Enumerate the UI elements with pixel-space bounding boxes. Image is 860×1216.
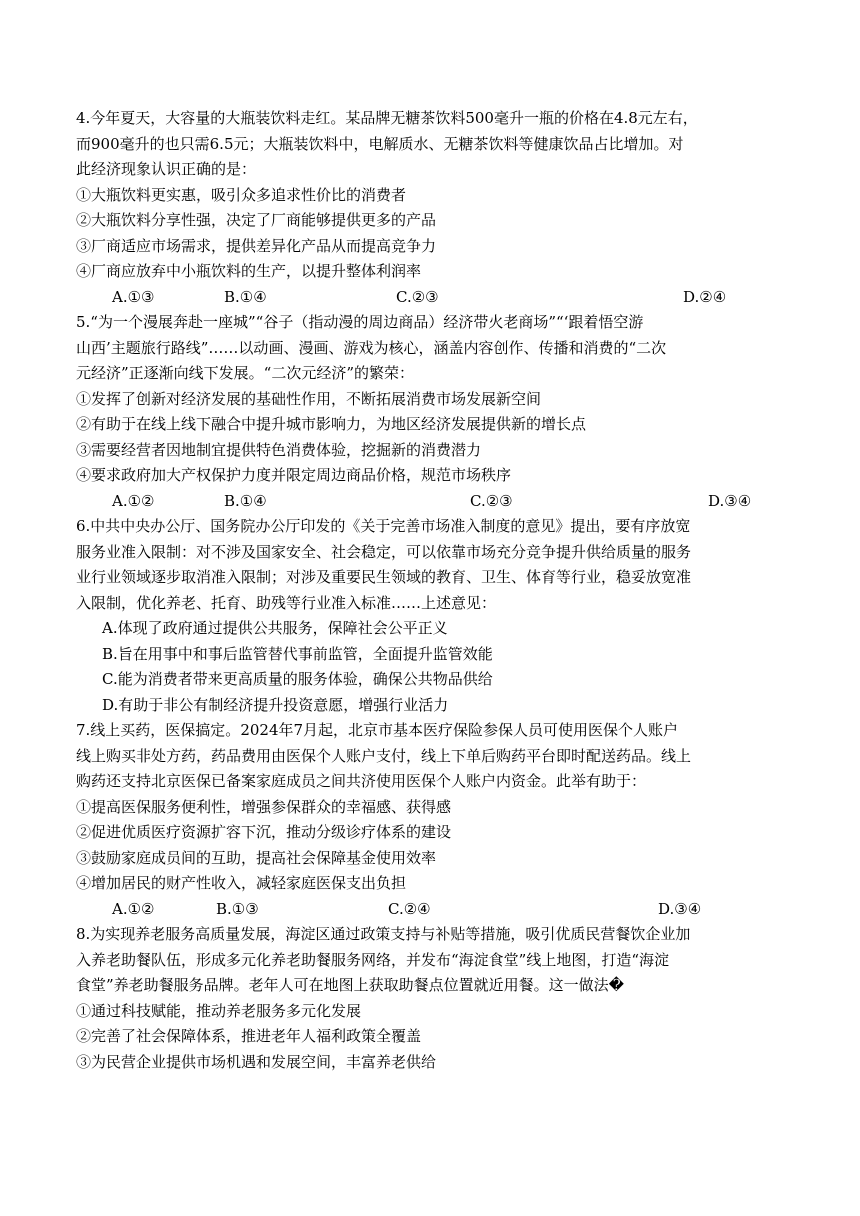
question-6 xyxy=(76,514,788,718)
question-8-stem-line-1: 8.为实现养老服务高质量发展，海淀区通过政策支持与补贴等措施，吸引优质民营餐饮企业加 xyxy=(76,925,691,943)
question-4-stem-line-2: 而900毫升的也只需6.5元；大瓶装饮料中，电解质水、无糖茶饮料等健康饮品占比增加。对 xyxy=(76,134,684,153)
option-b: B.①④ xyxy=(224,491,267,510)
question-page xyxy=(76,106,788,1075)
option-b: B.①④ xyxy=(224,287,267,306)
question-6-stem-line-4: 入限制，优化养老、托育、助残等行业准入标准……上述意见： xyxy=(76,593,497,612)
question-6-choice-c: C.能为消费者带来更高质量的服务体验，确保公共物品供给 xyxy=(102,670,493,688)
question-6-choice-d: D.有助于非公有制经济提升投资意愿，增强行业活力 xyxy=(102,695,449,714)
option-d: D.③④ xyxy=(708,491,752,510)
option-a: A.①② xyxy=(112,491,155,510)
question-5-statement-4: ④要求政府加大产权保护力度并限定周边商品价格，规范市场秩序 xyxy=(76,466,512,484)
question-6-choice-b: B.旨在用事中和事后监管替代事前监管，全面提升监管效能 xyxy=(102,644,493,663)
question-4-statement-3: ③厂商适应市场需求，提供差异化产品从而提高竞争力 xyxy=(76,236,437,255)
question-4-statement-1: ①大瓶饮料更实惠，吸引众多追求性价比的消费者 xyxy=(76,185,407,204)
question-8-stem-line-3: 食堂”养老助餐服务品牌。老年人可在地图上获取助餐点位置就近用餐。这一做法� xyxy=(76,976,625,994)
option-d: D.②④ xyxy=(683,287,727,306)
question-7-statement-2: ②促进优质医疗资源扩容下沉，推动分级诊疗体系的建设 xyxy=(76,823,452,841)
option-d: D.③④ xyxy=(658,899,702,918)
option-b: B.①③ xyxy=(216,899,259,918)
question-8-stem-line-2: 入养老助餐队伍，形成多元化养老助餐服务网络，并发布“海淀食堂”线上地图，打造“海淀 xyxy=(76,950,670,969)
option-a: A.①② xyxy=(112,899,155,918)
option-c: C.②③ xyxy=(470,491,513,510)
question-5-statement-1: ①发挥了创新对经济发展的基础性作用，不断拓展消费市场发展新空间 xyxy=(76,389,542,408)
question-4-statement-2: ②大瓶饮料分享性强，决定了厂商能够提供更多的产品 xyxy=(76,211,437,229)
question-4 xyxy=(76,106,788,310)
question-7-statement-4: ④增加居民的财产性收入，减轻家庭医保支出负担 xyxy=(76,874,407,892)
option-a: A.①③ xyxy=(112,287,155,306)
question-4-stem-line-1: 4.今年夏天，大容量的大瓶装饮料走红。某品牌无糖茶饮料500毫升一瓶的价格在4.8元左右， xyxy=(76,109,698,127)
question-5 xyxy=(76,310,788,514)
option-c: C.②④ xyxy=(388,899,431,918)
question-5-statement-3: ③需要经营者因地制宜提供特色消费体验，挖掘新的消费潜力 xyxy=(76,440,482,459)
question-7-stem-line-3: 购药还支持北京医保已备案家庭成员之间共济使用医保个人账户内资金。此举有助于： xyxy=(76,772,647,790)
question-6-stem-line-2: 服务业准入限制：对不涉及国家安全、社会稳定，可以依靠市场充分竞争提升供给质量的服务 xyxy=(76,542,692,561)
question-8-statement-3: ③为民营企业提供市场机遇和发展空间，丰富养老供给 xyxy=(76,1052,437,1071)
question-5-stem-line-1: 5.“为一个漫展奔赴一座城”“谷子（指动漫的周边商品）经济带火老商场”“‘跟着悟空游 xyxy=(76,313,644,331)
question-6-choice-a: A.体现了政府通过提供公共服务，保障社会公平正义 xyxy=(102,619,448,637)
question-5-stem-line-2: 山西’主题旅行路线”……以动画、漫画、游戏为核心，涵盖内容创作、传播和消费的“二次 xyxy=(76,338,667,357)
question-7 xyxy=(76,718,788,922)
question-5-options xyxy=(76,489,788,515)
question-5-statement-2: ②有助于在线上线下融合中提升城市影响力，为地区经济发展提供新的增长点 xyxy=(76,415,587,433)
question-8-statement-2: ②完善了社会保障体系，推进老年人福利政策全覆盖 xyxy=(76,1027,422,1045)
question-8-statement-1: ①通过科技赋能，推动养老服务多元化发展 xyxy=(76,1001,362,1020)
question-4-statement-4: ④厂商应放弃中小瓶饮料的生产，以提升整体利润率 xyxy=(76,262,422,280)
question-6-stem-line-1: 6.中共中央办公厅、国务院办公厅印发的《关于完善市场准入制度的意见》提出，要有序放宽 xyxy=(76,517,691,535)
option-c: C.②③ xyxy=(396,287,439,306)
question-5-stem-line-3: 元经济”正逐渐向线下发展。“二次元经济”的繁荣： xyxy=(76,364,415,382)
question-6-stem-line-3: 业行业领域逐步取消准入限制；对涉及重要民生领域的教育、卫生、体育等行业，稳妥放宽准 xyxy=(76,568,692,586)
question-7-stem-line-2: 线上购买非处方药，药品费用由医保个人账户支付，线上下单后购药平台即时配送药品。线上 xyxy=(76,746,692,765)
question-7-stem-line-1: 7.线上买药，医保搞定。2024年7月起，北京市基本医疗保险参保人员可使用医保个人账户 xyxy=(76,721,679,739)
question-7-options xyxy=(76,897,788,923)
question-4-stem-line-3: 此经济现象认识正确的是： xyxy=(76,160,257,178)
question-7-statement-1: ①提高医保服务便利性，增强参保群众的幸福感、获得感 xyxy=(76,797,452,816)
question-8 xyxy=(76,922,788,1075)
question-7-statement-3: ③鼓励家庭成员间的互助，提高社会保障基金使用效率 xyxy=(76,848,437,867)
question-4-options xyxy=(76,285,788,311)
